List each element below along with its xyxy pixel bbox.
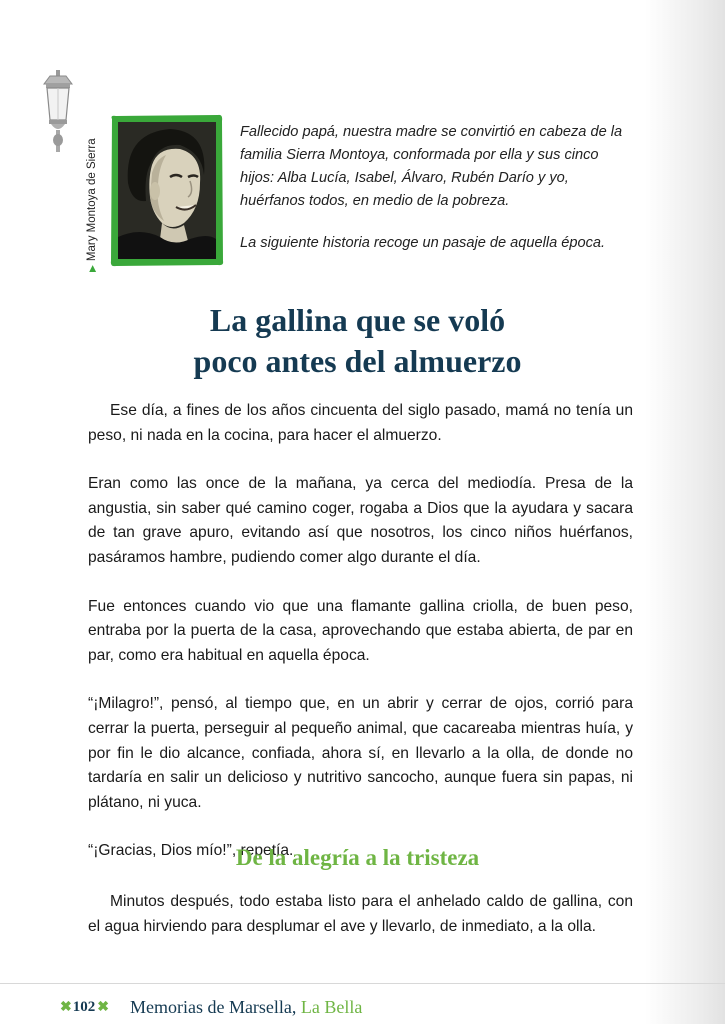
article-body <box>88 399 633 888</box>
photo-caption <box>84 117 100 272</box>
title-line-1: La gallina que se voló <box>209 302 506 338</box>
article-body-section-2 <box>88 890 633 939</box>
book-title-main: Memorias de Marsella, <box>129 996 297 1017</box>
page-number-ornament-left-icon: ✖ <box>60 999 71 1015</box>
body-paragraph: Minutos después, todo estaba listo para el anhelado caldo de gallina, con el agua hirviendo para desplumar el ave y llevarlo, de inmediato, a la olla. <box>88 893 633 935</box>
page-number-text: 102 <box>72 998 96 1015</box>
portrait-photo <box>110 113 224 268</box>
intro-text <box>240 121 635 255</box>
book-title-sub: La Bella <box>300 996 363 1017</box>
body-paragraph: Ese día, a fines de los años cincuenta del siglo pasado, mamá no tenía un peso, ni nada en la cocina, para hacer el almuerzo. <box>88 402 633 444</box>
photo-caption-text: Mary Montoya de Sierra <box>86 138 98 262</box>
page-number <box>60 999 108 1016</box>
article-title <box>60 300 655 382</box>
caption-triangle-icon: ▶ <box>87 265 97 272</box>
body-paragraph: Fue entonces cuando vio que una flamante gallina criolla, de buen peso, entraba por la puerta de la casa, aprovechando que estaba abierta, de par en par, como era habitual en aquella época. <box>88 597 633 664</box>
footer-divider <box>0 983 725 984</box>
title-line-2: poco antes del almuerzo <box>193 343 522 379</box>
body-paragraph: Eran como las once de la mañana, ya cerca del mediodía. Presa de la angustia, sin saber qué camino coger, rogaba a Dios que la ayudara y sacara de tan grave apuro, evitando así que nosotros, los cinco niños huérfanos, pasáramos hambre, pudiendo comer algo durante el día. <box>88 475 633 566</box>
street-lamp-icon <box>38 70 78 152</box>
body-paragraph: “¡Milagro!”, pensó, al tiempo que, en un abrir y cerrar de ojos, corrió para cerrar la puerta, perseguir al pequeño animal, que cacareaba mientras huía, y por fin le dio alcance, confiada, ahora sí, en llevarlo a la olla, de donde no tardaría en salir un delicioso y nutritivo sancocho, aunque fuera sin papas, ni plátano, ni yuca. <box>88 695 633 811</box>
intro-paragraph: Fallecido papá, nuestra madre se convirtió en cabeza de la familia Sierra Montoya, conformada por ella y sus cinco hijos: Alba Lucía, Isabel, Álvaro, Rubén Darío y yo, huérfanos todos, en medio de la pobreza. <box>240 124 623 209</box>
page-footer <box>60 994 362 1020</box>
page-edge-shadow <box>645 0 725 1024</box>
book-title <box>130 997 362 1018</box>
page-number-ornament-right-icon: ✖ <box>97 999 108 1015</box>
section-subtitle: De la alegría a la tristeza <box>235 845 480 870</box>
body-paragraph: “¡Gracias, Dios mío!”, repetía. <box>88 842 294 860</box>
intro-paragraph: La siguiente historia recoge un pasaje de aquella época. <box>240 235 606 251</box>
